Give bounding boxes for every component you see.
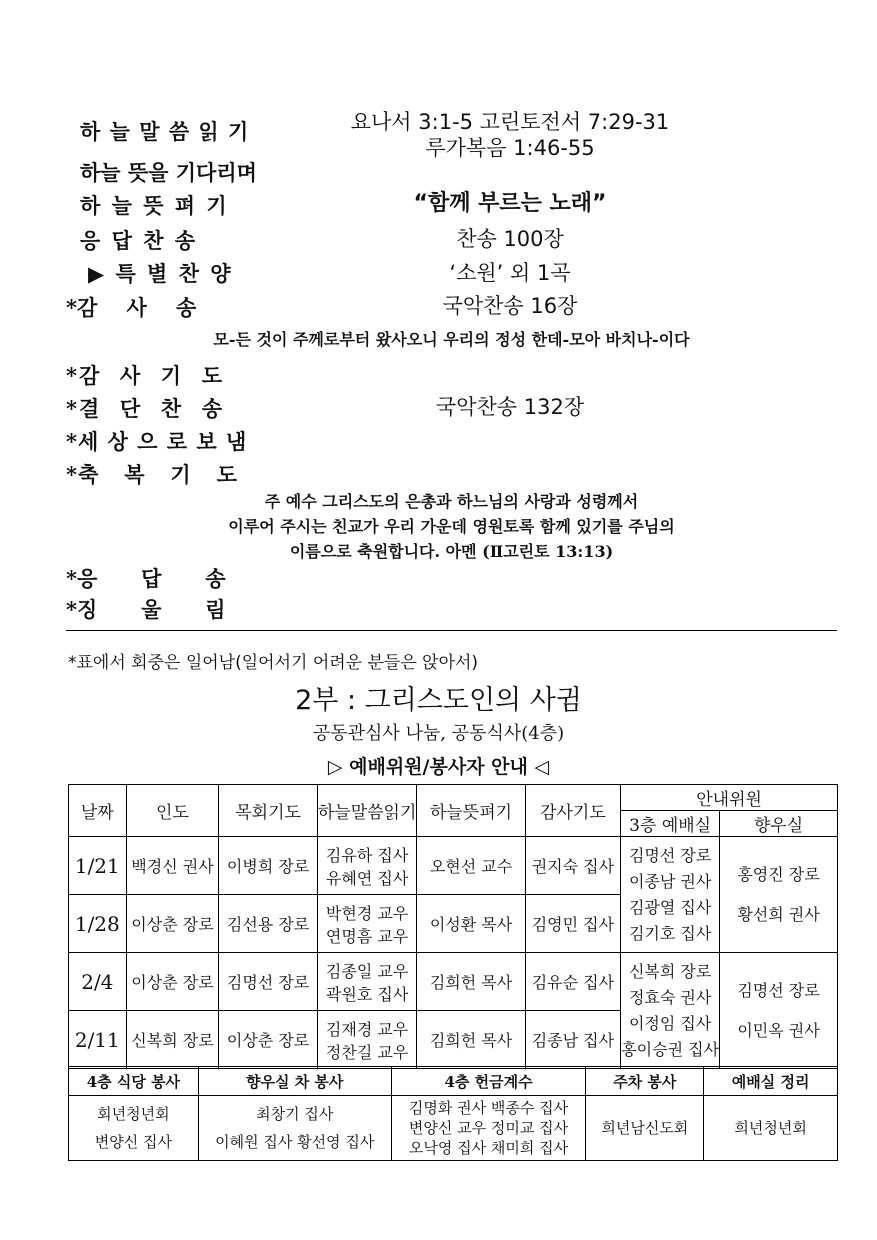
header-date: 날짜	[69, 785, 127, 837]
row-thanks: 김유순 집사	[525, 953, 621, 1011]
header-thanks: 감사기도	[525, 785, 621, 837]
row-pastoral: 김명선 장로	[219, 953, 318, 1011]
header-reading: 하늘말씀읽기	[317, 785, 417, 837]
row-date: 2/11	[69, 1011, 127, 1069]
label-blessing: *축 복 기 도	[66, 462, 238, 487]
special-song: ‘소원’ 외 1곡	[449, 261, 571, 285]
row-pastoral: 이병희 장로	[219, 837, 318, 895]
committee-table	[68, 784, 838, 1069]
row-leader: 이상춘 장로	[126, 895, 219, 953]
table-row	[69, 837, 838, 895]
label-thanks-song: *감 사 송	[66, 295, 197, 320]
duty-tea: 최창기 집사 이혜원 집사 황선영 집사	[198, 1096, 391, 1161]
thanks-response-text: 모-든 것이 주께로부터 왔사오니 우리의 정성 한데-모아 바치나-이다	[213, 330, 690, 349]
duty-cleanup: 희년청년회	[704, 1096, 838, 1161]
label-sermon: 하 늘 뜻 펴 기	[80, 193, 229, 218]
row-reading: 김종일 교우 곽원호 집사	[317, 953, 417, 1011]
label-special: ▶ 특 별 찬 양	[88, 261, 233, 286]
row-thanks: 김영민 집사	[525, 895, 621, 953]
reading-passages-1: 요나서 3:1-5 고린토전서 7:29-31	[350, 110, 670, 134]
row-sermon: 오현선 교수	[417, 837, 525, 895]
duty-header-cleanup: 예배실 정리	[704, 1067, 838, 1096]
divider	[66, 630, 837, 631]
label-commit: *결 단 찬 송	[66, 396, 224, 421]
ushers-floor3-jan: 김명선 장로 이종남 권사 김광열 집사 김기호 집사	[621, 837, 720, 953]
duty-header-dining: 4층 식당 봉사	[69, 1067, 199, 1096]
reading-passages-2: 루가복음 1:46-55	[425, 136, 595, 160]
part2-title: 2부 : 그리스도인의 사귐	[295, 685, 582, 716]
duty-header-offering: 4층 헌금계수	[391, 1067, 586, 1096]
duty-dining: 회년청년회 변양신 집사	[69, 1096, 199, 1161]
duty-header-parking: 주차 봉사	[586, 1067, 704, 1096]
label-bell: *징 울 림	[66, 597, 226, 622]
row-pastoral: 김선용 장로	[219, 895, 318, 953]
footnote: *표에서 회중은 일어남(일어서기 어려운 분들은 앉아서)	[68, 653, 479, 673]
duty-header-tea: 향우실 차 봉사	[198, 1067, 391, 1096]
row-leader: 이상춘 장로	[126, 953, 219, 1011]
sermon-title: “함께 부르는 노래”	[413, 191, 607, 216]
part2-subtitle: 공동관심사 나눔, 공동식사(4층)	[312, 723, 565, 744]
label-waiting: 하늘 뜻을 기다리며	[80, 160, 257, 185]
header-hyangwoo: 향우실	[720, 811, 838, 837]
header-leader: 인도	[126, 785, 219, 837]
header-floor3: 3층 예배실	[621, 811, 720, 837]
thanks-hymn: 국악찬송 16장	[442, 294, 578, 318]
row-reading: 김재경 교우 정찬길 교우	[317, 1011, 417, 1069]
row-thanks: 권지숙 집사	[525, 837, 621, 895]
duty-parking: 희년남신도회	[586, 1096, 704, 1161]
row-leader: 백경신 권사	[126, 837, 219, 895]
ushers-hyangwoo-jan: 홍영진 장로 황선희 권사	[720, 837, 838, 953]
blessing-line-3: 이름으로 축원합니다. 아멘 (Ⅱ고린토 13:13)	[289, 542, 614, 561]
blessing-line-1: 주 예수 그리스도의 은총과 하느님의 사랑과 성령께서	[264, 492, 639, 511]
row-date: 1/28	[69, 895, 127, 953]
response-hymn: 찬송 100장	[456, 227, 564, 251]
blessing-line-2: 이루어 주시는 친교가 우리 가운데 영원토록 함께 있기를 주님의	[228, 517, 675, 536]
commit-hymn: 국악찬송 132장	[435, 395, 585, 419]
row-reading: 박현경 교우 연명흠 교우	[317, 895, 417, 953]
row-leader: 신복희 장로	[126, 1011, 219, 1069]
ushers-hyangwoo-feb: 김명선 장로 이민옥 권사	[720, 953, 838, 1069]
row-date: 1/21	[69, 837, 127, 895]
duty-table	[68, 1066, 838, 1161]
header-sermon: 하늘뜻펴기	[417, 785, 525, 837]
header-ushers: 안내위원	[621, 785, 838, 811]
label-response: 응 답 찬 송	[80, 228, 198, 253]
label-thanks-prayer: *감 사 기 도	[66, 363, 224, 388]
label-answer: *응 답 송	[66, 566, 226, 591]
row-sermon: 김희헌 목사	[417, 1011, 525, 1069]
ushers-floor3-feb: 신복희 장로 정효숙 권사 이정임 집사 홍이승권 집사	[621, 953, 720, 1069]
row-date: 2/4	[69, 953, 127, 1011]
duty-offering: 김명화 권사 백종수 집사 변양신 교우 정미교 집사 오낙영 집사 채미희 집사	[391, 1096, 586, 1161]
label-sending: *세 상 으 로 보 냄	[66, 429, 248, 454]
committee-title: ▷ 예배위원/봉사자 안내 ◁	[327, 756, 550, 778]
label-reading: 하 늘 말 씀 읽 기	[80, 119, 250, 144]
row-sermon: 김희헌 목사	[417, 953, 525, 1011]
table-row	[69, 953, 838, 1011]
header-pastoral: 목회기도	[219, 785, 318, 837]
row-reading: 김유하 집사 유혜연 집사	[317, 837, 417, 895]
row-pastoral: 이상춘 장로	[219, 1011, 318, 1069]
row-sermon: 이성환 목사	[417, 895, 525, 953]
row-thanks: 김종남 집사	[525, 1011, 621, 1069]
